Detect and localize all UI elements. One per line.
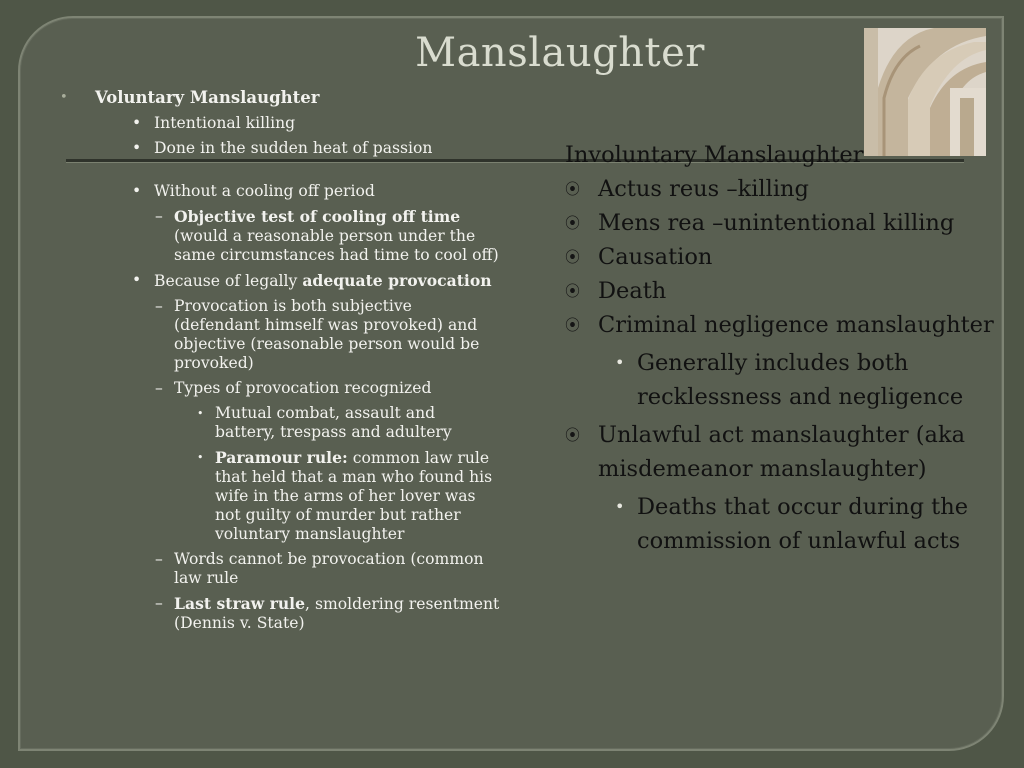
dash-icon: – [155,594,163,612]
gothic-arch-image [864,28,986,156]
list-item-text: Intentional killing [154,114,296,132]
circle-bullet-icon: ⦿ [565,248,581,266]
list-item [60,594,500,633]
voluntary-column [60,88,500,639]
paramour-text: common law rule that held that a man who found his wife in the arms of her lover was not guilty of murder but rather voluntary manslaughter [215,449,493,543]
list-item [565,490,1005,558]
list-item-text: Causation [598,244,713,270]
involuntary-heading: Involuntary Manslaughter [565,142,864,168]
bullet-icon: • [615,497,625,516]
list-item [565,346,1005,414]
spacer [60,164,500,182]
circle-bullet-icon: ⦿ [565,426,581,444]
bullet-icon: • [132,139,142,157]
slide-title: Manslaughter [415,30,705,76]
list-item-text: Generally includes both recklessness and negligence [637,350,964,410]
list-item [60,114,500,133]
dash-icon: – [155,297,163,315]
list-item [565,172,1005,206]
list-item [565,206,1005,240]
involuntary-column [565,138,1005,562]
list-item [60,139,500,158]
list-item-text: Deaths that occur during the commission of unlawful acts [637,494,969,554]
adequate-prefix: Because of legally [154,272,303,290]
list-item-text: Types of provocation recognized [174,379,432,397]
list-item [60,88,500,108]
paramour-bold: Paramour rule: [215,448,348,467]
bullet-icon: • [197,407,204,420]
list-item-text: Provocation is both subjective (defendant himself was provoked) and objective (reasonable person would be provoked) [174,297,480,372]
list-item [60,297,500,373]
bullet-icon: • [615,353,625,372]
list-item [565,418,1005,486]
adequate-bold: adequate provocation [302,271,492,290]
list-item [60,182,500,201]
list-item [60,207,500,265]
circle-bullet-icon: ⦿ [565,282,581,300]
list-item-text: Death [598,278,667,304]
list-item-text: Unlawful act manslaughter (aka misdemeanor manslaughter) [598,422,965,482]
list-item-text: Mens rea –unintentional killing [598,210,955,236]
list-item [565,308,1005,342]
list-item [60,271,500,291]
circle-bullet-icon: ⦿ [565,180,581,198]
list-item-text: Criminal negligence manslaughter [598,312,994,338]
list-item [565,240,1005,274]
dash-icon: – [155,379,163,397]
dash-icon: – [155,550,163,568]
bullet-icon: • [197,451,204,464]
bullet-icon: • [60,90,68,105]
bullet-icon: • [132,182,142,200]
list-item-text: Without a cooling off period [154,182,375,200]
list-item [60,379,500,398]
bullet-icon: • [132,114,142,132]
cooling-test-text: (would a reasonable person under the same circumstances had time to cool off) [174,227,499,264]
list-item-text: Mutual combat, assault and battery, trespass and adultery [215,404,452,441]
list-item [60,404,500,442]
list-item [60,550,500,588]
voluntary-heading: Voluntary Manslaughter [95,88,320,107]
dash-icon: – [155,207,163,225]
cooling-test-bold: Objective test of cooling off time [174,207,461,226]
circle-bullet-icon: ⦿ [565,214,581,232]
circle-bullet-icon: ⦿ [565,316,581,334]
list-item-text: Done in the sudden heat of passion [154,139,433,157]
last-straw-text: , smoldering resentment (Dennis v. State) [174,595,500,632]
list-item [565,274,1005,308]
list-item-text: Actus reus –killing [598,176,809,202]
list-item [60,448,500,544]
list-item-text: Words cannot be provocation (common law rule [174,550,484,587]
last-straw-bold: Last straw rule [174,594,306,613]
bullet-icon: • [132,271,142,289]
